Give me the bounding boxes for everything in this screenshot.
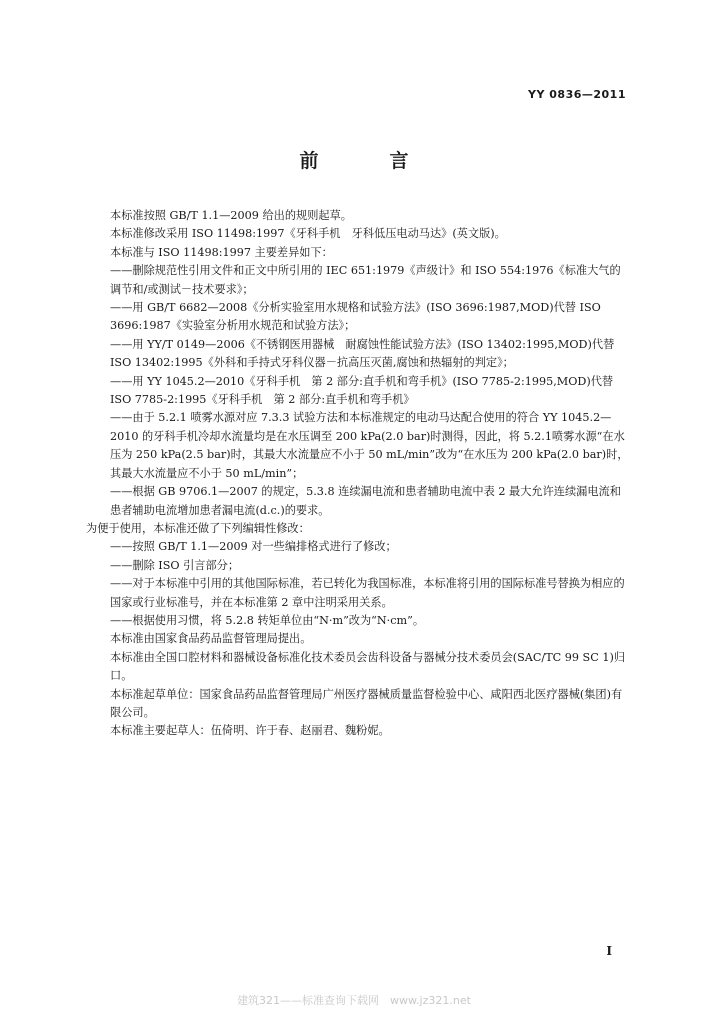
page-title: 前 言: [299, 150, 435, 172]
paragraph: 本标准修改采用 ISO 11498:1997《牙科手机 牙科低压电动马达》(英文版)。: [110, 227, 506, 241]
paragraph: 为便于使用，本标准还做了下列编辑性修改：: [86, 521, 310, 535]
list-item: ——按照 GB/T 1.1—2009 对一些编排格式进行了修改；: [110, 540, 397, 554]
standard-number: YY 0836—2011: [528, 88, 626, 101]
list-item: ——删除 ISO 引言部分；: [110, 558, 240, 572]
list-item: ——由于 5.2.1 喷雾水源对应 7.3.3 试验方法和本标准规定的电动马达配合使用的符合 YY 1045.2—2010 的牙科手机冷却水流量均是在水压调至 200 kPa(2.0 bar)时测得，因此，将 5.2.1喷雾水源“在水压为 250 kPa(2.5 bar)时，其最大水流量应不小于 50 mL/min”改为“在水压为 200 kPa(2.0 bar)时，其最大水流量应不小于 50 mL/min”；: [110, 411, 629, 480]
list-item: ——用 YY 1045.2—2010《牙科手机 第 2 部分:直手机和弯手机》(ISO 7785-2:1995,MOD)代替 ISO 7785-2:1995《牙科手机 第 2 部分:直手机和弯手机》: [110, 374, 614, 407]
paragraph: 本标准与 ISO 11498:1997 主要差异如下：: [110, 245, 333, 259]
paragraph: 本标准按照 GB/T 1.1—2009 给出的规则起草。: [110, 209, 352, 222]
paragraph: 本标准主要起草人：伍倚明、许于春、赵丽君、魏粉妮。: [110, 724, 390, 738]
watermark: 建筑321——标准查询下载网 www.jz321.net: [237, 994, 471, 1007]
list-item: ——根据 GB 9706.1—2007 的规定，5.3.8 连续漏电流和患者辅助电流中表 2 最大允许连续漏电流和患者辅助电流增加患者漏电流(d.c.)的要求。: [110, 485, 621, 517]
list-item: ——用 YY/T 0149—2006《不锈钢医用器械 耐腐蚀性能试验方法》(ISO 13402:1995,MOD)代替 ISO 13402:1995《外科和手持式牙科仪器－抗高压灭菌,腐蚀和热辐射的判定》；: [110, 337, 615, 370]
list-item: ——用 GB/T 6682—2008《分析实验室用水规格和试验方法》(ISO 3696:1987,MOD)代替 ISO 3696:1987《实验室分析用水规范和试验方法》；: [110, 301, 601, 333]
paragraph: 本标准由全国口腔材料和器械设备标准化技术委员会齿科设备与器械分技术委员会(SAC/TC 99 SC 1)归口。: [110, 650, 626, 683]
list-item: ——根据使用习惯，将 5.2.8 转矩单位由“N·m”改为“N·cm”。: [110, 613, 425, 627]
list-item: ——对于本标准中引用的其他国际标准，若已转化为我国标准，本标准将引用的国际标准号替换为相应的国家或行业标准号，并在本标准第 2 章中注明采用关系。: [110, 577, 625, 609]
paragraph: 本标准起草单位：国家食品药品监督管理局广州医疗器械质量监督检验中心、咸阳西北医疗器械(集团)有限公司。: [110, 687, 623, 719]
page-number: I: [606, 944, 612, 958]
list-item: ——删除规范性引用文件和正文中所引用的 IEC 651:1979《声级计》和 ISO 554:1976《标准大气的调节和/或测试－技术要求》；: [110, 264, 621, 296]
foreword-body: [86, 207, 631, 741]
paragraph: 本标准由国家食品药品监督管理局提出。: [110, 632, 312, 646]
